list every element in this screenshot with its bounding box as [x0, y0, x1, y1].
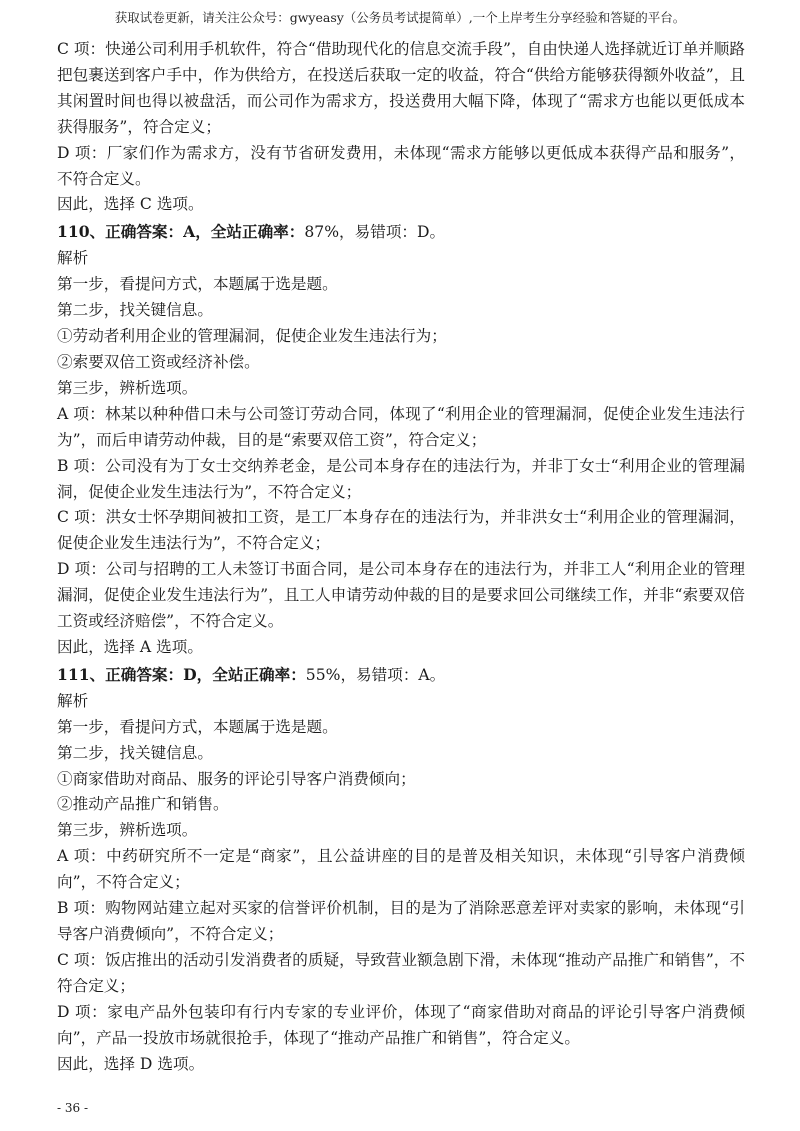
- q110-conclusion: 因此，选择 A 选项。: [57, 637, 203, 656]
- q110-heading-stats: 87%，易错项：D。: [304, 223, 446, 242]
- q110-option-c: C 项：洪女士怀孕期间被扣工资，是工厂本身存在的违法行为，并非洪女士“利用企业的管理漏洞，促使企业发生违法行为”，不符合定义；: [57, 508, 745, 553]
- q111-point2: ②推动产品推广和销售。: [57, 795, 229, 814]
- q110-option-d: D 项：公司与招聘的工人未签订书面合同，是公司本身存在的违法行为，并非工人“利用企业的管理漏洞，促使企业发生违法行为”，且工人申请劳动仲裁的目的是要求回公司继续工作，并非“索要双倍工资或经济赔偿”，不符合定义。: [57, 560, 745, 631]
- page-number: - 36 -: [57, 1101, 89, 1115]
- q111-option-d: D 项：家电产品外包装印有行内专家的专业评价，体现了“商家借助对商品的评论引导客户消费倾向”，产品一投放市场就很抢手，体现了“推动产品推广和销售”，符合定义。: [57, 1002, 745, 1047]
- q111-heading-stats: 55%，易错项：A。: [305, 665, 446, 684]
- q110-heading-label: 110、正确答案：A，全站正确率：: [57, 222, 305, 242]
- prev-option-d: D 项：厂家们作为需求方，没有节省研发费用，未体现“需求方能够以更低成本获得产品和服务”，不符合定义。: [57, 143, 745, 188]
- page-header: [0, 9, 800, 27]
- q111-step2: 第二步，找关键信息。: [57, 743, 213, 762]
- page-footer: [57, 1099, 88, 1117]
- q110-option-b: B 项：公司没有为丁女士交纳养老金，是公司本身存在的违法行为，并非丁女士“利用企业的管理漏洞，促使企业发生违法行为”，不符合定义；: [57, 456, 745, 501]
- q110-step2: 第二步，找关键信息。: [57, 301, 213, 320]
- q110-step1: 第一步，看提问方式，本题属于选是题。: [57, 275, 338, 294]
- q110-point1: ①劳动者利用企业的管理漏洞，促使企业发生违法行为；: [57, 327, 447, 346]
- q111-option-b: B 项：购物网站建立起对买家的信誉评价机制，目的是为了消除恶意差评对卖家的影响，未体现“引导客户消费倾向”，不符合定义；: [57, 899, 745, 943]
- q110-option-a: A 项：林某以种种借口未与公司签订劳动合同，体现了“利用企业的管理漏洞，促使企业发生违法行为”，而后申请劳动仲裁，目的是“索要双倍工资”，符合定义；: [57, 404, 745, 449]
- q111-step1: 第一步，看提问方式，本题属于选是题。: [57, 717, 338, 736]
- q111-point1: ①商家借助对商品、服务的评论引导客户消费倾向；: [57, 769, 416, 788]
- q111-step3: 第三步，辨析选项。: [57, 821, 198, 840]
- q110-heading: [57, 218, 745, 246]
- document-body: [57, 37, 745, 1077]
- q110-analysis-label: 解析: [57, 249, 89, 268]
- prev-conclusion: 因此，选择 C 选项。: [57, 195, 204, 214]
- q110-step3: 第三步，辨析选项。: [57, 378, 198, 397]
- header-notice: 获取试卷更新，请关注公众号：gwyeasy（公务员考试提简单）,一个上岸考生分享经验和答疑的平台。: [114, 10, 686, 25]
- prev-option-c: C 项：快递公司利用手机软件，符合“借助现代化的信息交流手段”，自由快递人选择就近订单并顺路把包裹送到客户手中，作为供给方，在投送后获取一定的收益，符合“供给方能够获得额外收益”，且其闲置时间也得以被盘活，而公司作为需求方，投送费用大幅下降，体现了“需求方也能以更低成本获得服务”，符合定义；: [57, 40, 745, 136]
- q111-conclusion: 因此，选择 D 选项。: [57, 1054, 205, 1073]
- q110-point2: ②索要双倍工资或经济补偿。: [57, 352, 260, 371]
- q111-heading-label: 111、正确答案：D，全站正确率：: [57, 664, 306, 684]
- q111-option-a: A 项：中药研究所不一定是“商家”，且公益讲座的目的是普及相关知识，未体现“引导客户消费倾向”，不符合定义；: [57, 847, 745, 892]
- q111-option-c: C 项：饭店推出的活动引发消费者的质疑，导致营业额急剧下滑，未体现“推动产品推广和销售”，不符合定义；: [57, 950, 745, 995]
- q111-analysis-label: 解析: [57, 691, 89, 710]
- q111-heading: [57, 661, 745, 689]
